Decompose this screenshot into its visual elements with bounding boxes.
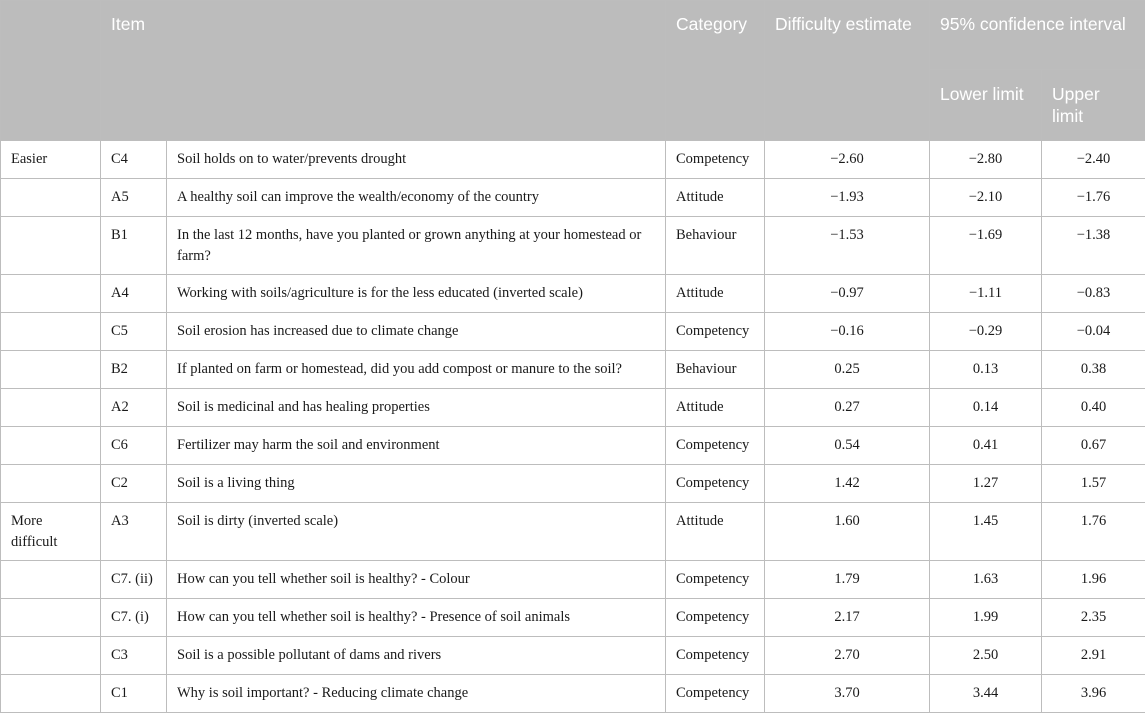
table-row: [1, 351, 1145, 389]
lower-cell: −0.29: [930, 313, 1042, 351]
upper-cell: −1.38: [1042, 217, 1145, 275]
category-cell: Competency: [666, 675, 765, 713]
table-row: [1, 313, 1145, 351]
item-text-cell: Soil is medicinal and has healing properties: [167, 389, 666, 427]
upper-cell: −2.40: [1042, 141, 1145, 179]
item-text-cell: If planted on farm or homestead, did you add compost or manure to the soil?: [167, 351, 666, 389]
upper-cell: −0.04: [1042, 313, 1145, 351]
lower-cell: 0.13: [930, 351, 1042, 389]
table-row: [1, 427, 1145, 465]
group-header: [1, 1, 101, 141]
category-cell: Behaviour: [666, 217, 765, 275]
table-row: [1, 599, 1145, 637]
code-cell: A3: [101, 503, 167, 561]
category-cell: Competency: [666, 141, 765, 179]
category-cell: Competency: [666, 599, 765, 637]
code-cell: C5: [101, 313, 167, 351]
upper-cell: 0.67: [1042, 427, 1145, 465]
estimate-cell: 1.60: [765, 503, 930, 561]
lower-cell: −2.80: [930, 141, 1042, 179]
upper-cell: 1.57: [1042, 465, 1145, 503]
estimate-cell: 0.27: [765, 389, 930, 427]
lower-cell: 0.41: [930, 427, 1042, 465]
upper-cell: 0.40: [1042, 389, 1145, 427]
ci-header: 95% confidence interval: [930, 1, 1145, 70]
group-cell: [1, 427, 101, 465]
item-text-cell: How can you tell whether soil is healthy? - Colour: [167, 561, 666, 599]
code-cell: A5: [101, 179, 167, 217]
item-text-cell: Fertilizer may harm the soil and environment: [167, 427, 666, 465]
item-text-cell: Why is soil important? - Reducing climate change: [167, 675, 666, 713]
upper-cell: −0.83: [1042, 275, 1145, 313]
category-cell: Competency: [666, 313, 765, 351]
item-text-cell: Soil is a living thing: [167, 465, 666, 503]
group-cell: More difficult: [1, 503, 101, 561]
group-cell: [1, 675, 101, 713]
category-cell: Competency: [666, 561, 765, 599]
group-cell: [1, 313, 101, 351]
item-text-cell: Working with soils/agriculture is for the less educated (inverted scale): [167, 275, 666, 313]
code-cell: C7. (i): [101, 599, 167, 637]
code-cell: C6: [101, 427, 167, 465]
group-cell: [1, 217, 101, 275]
lower-cell: 1.99: [930, 599, 1042, 637]
estimate-cell: −0.16: [765, 313, 930, 351]
group-cell: [1, 637, 101, 675]
group-cell: [1, 389, 101, 427]
table-row: [1, 141, 1145, 179]
table-row: [1, 217, 1145, 275]
code-cell: C2: [101, 465, 167, 503]
difficulty-header: Difficulty estimate: [765, 1, 930, 141]
estimate-cell: −1.53: [765, 217, 930, 275]
lower-cell: −2.10: [930, 179, 1042, 217]
item-text-cell: A healthy soil can improve the wealth/economy of the country: [167, 179, 666, 217]
group-cell: [1, 465, 101, 503]
item-text-cell: Soil erosion has increased due to climate change: [167, 313, 666, 351]
estimate-cell: −1.93: [765, 179, 930, 217]
group-cell: [1, 275, 101, 313]
lower-cell: 1.45: [930, 503, 1042, 561]
code-cell: C1: [101, 675, 167, 713]
item-text-cell: How can you tell whether soil is healthy? - Presence of soil animals: [167, 599, 666, 637]
lower-cell: 0.14: [930, 389, 1042, 427]
code-cell: C4: [101, 141, 167, 179]
code-cell: C3: [101, 637, 167, 675]
estimate-cell: 0.25: [765, 351, 930, 389]
lower-cell: 1.27: [930, 465, 1042, 503]
upper-cell: 0.38: [1042, 351, 1145, 389]
estimate-cell: 1.79: [765, 561, 930, 599]
category-cell: Attitude: [666, 503, 765, 561]
code-cell: B2: [101, 351, 167, 389]
table-row: [1, 637, 1145, 675]
estimate-cell: 2.70: [765, 637, 930, 675]
estimate-cell: 2.17: [765, 599, 930, 637]
category-cell: Competency: [666, 427, 765, 465]
category-cell: Competency: [666, 637, 765, 675]
group-cell: Easier: [1, 141, 101, 179]
upper-cell: 3.96: [1042, 675, 1145, 713]
group-cell: [1, 599, 101, 637]
lower-cell: −1.11: [930, 275, 1042, 313]
code-cell: A4: [101, 275, 167, 313]
item-header: Item: [101, 1, 666, 141]
group-cell: [1, 179, 101, 217]
lower-cell: 2.50: [930, 637, 1042, 675]
item-text-cell: In the last 12 months, have you planted or grown anything at your homestead or farm?: [167, 217, 666, 275]
upper-cell: 1.76: [1042, 503, 1145, 561]
table-row: [1, 503, 1145, 561]
group-cell: [1, 351, 101, 389]
lower-cell: −1.69: [930, 217, 1042, 275]
category-cell: Attitude: [666, 179, 765, 217]
table-body: [1, 141, 1145, 713]
estimate-cell: 0.54: [765, 427, 930, 465]
upper-cell: −1.76: [1042, 179, 1145, 217]
table-row: [1, 275, 1145, 313]
upper-limit-header: Upper limit: [1042, 70, 1145, 141]
category-cell: Attitude: [666, 389, 765, 427]
upper-cell: 2.91: [1042, 637, 1145, 675]
lower-cell: 1.63: [930, 561, 1042, 599]
code-cell: B1: [101, 217, 167, 275]
item-text-cell: Soil holds on to water/prevents drought: [167, 141, 666, 179]
category-header: Category: [666, 1, 765, 141]
table-row: [1, 465, 1145, 503]
category-cell: Attitude: [666, 275, 765, 313]
code-cell: C7. (ii): [101, 561, 167, 599]
lower-limit-header: Lower limit: [930, 70, 1042, 141]
table-row: [1, 675, 1145, 713]
upper-cell: 1.96: [1042, 561, 1145, 599]
category-cell: Competency: [666, 465, 765, 503]
estimate-cell: −2.60: [765, 141, 930, 179]
item-text-cell: Soil is dirty (inverted scale): [167, 503, 666, 561]
upper-cell: 2.35: [1042, 599, 1145, 637]
table-row: [1, 389, 1145, 427]
group-cell: [1, 561, 101, 599]
table-header: [1, 1, 1145, 141]
estimate-cell: 3.70: [765, 675, 930, 713]
table-row: [1, 561, 1145, 599]
estimate-cell: 1.42: [765, 465, 930, 503]
code-cell: A2: [101, 389, 167, 427]
estimate-cell: −0.97: [765, 275, 930, 313]
lower-cell: 3.44: [930, 675, 1042, 713]
table-row: [1, 179, 1145, 217]
category-cell: Behaviour: [666, 351, 765, 389]
item-text-cell: Soil is a possible pollutant of dams and rivers: [167, 637, 666, 675]
